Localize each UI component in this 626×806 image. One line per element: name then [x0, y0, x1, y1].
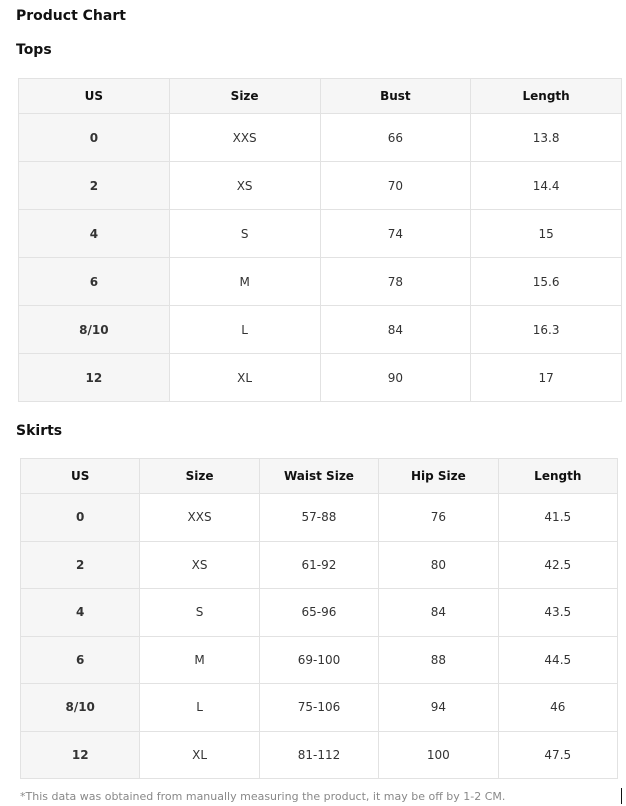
table-cell: 14.4 [471, 162, 622, 210]
table-row [21, 494, 618, 542]
table-row [19, 258, 622, 306]
table-row [21, 636, 618, 684]
tops-header-row [19, 79, 622, 114]
table-row [19, 114, 622, 162]
skirts-header-cell: Size [140, 459, 259, 494]
table-cell: 2 [21, 541, 140, 589]
tops-size-table [18, 78, 622, 402]
table-cell: 43.5 [498, 589, 617, 637]
table-cell: XS [169, 162, 320, 210]
table-cell: 8/10 [19, 306, 170, 354]
table-cell: XL [140, 731, 259, 779]
table-row [19, 306, 622, 354]
table-cell: 15.6 [471, 258, 622, 306]
table-cell: 4 [19, 210, 170, 258]
table-cell: M [169, 258, 320, 306]
table-cell: 8/10 [21, 684, 140, 732]
table-cell: 41.5 [498, 494, 617, 542]
table-cell: 81-112 [259, 731, 378, 779]
table-cell: 44.5 [498, 636, 617, 684]
table-row [19, 210, 622, 258]
text-cursor [621, 788, 622, 804]
skirts-header-cell: Waist Size [259, 459, 378, 494]
measurement-footnote: *This data was obtained from manually measuring the product, it may be off by 1-2 CM. [20, 790, 506, 803]
table-cell: 47.5 [498, 731, 617, 779]
table-cell: S [140, 589, 259, 637]
table-cell: XXS [140, 494, 259, 542]
table-cell: 94 [379, 684, 498, 732]
table-cell: 100 [379, 731, 498, 779]
table-cell: 4 [21, 589, 140, 637]
table-cell: L [140, 684, 259, 732]
skirts-size-table [20, 458, 618, 779]
table-cell: XL [169, 354, 320, 402]
tops-header-cell: Size [169, 79, 320, 114]
table-cell: 0 [19, 114, 170, 162]
skirts-header-cell: Length [498, 459, 617, 494]
table-cell: 84 [379, 589, 498, 637]
skirts-header-cell: US [21, 459, 140, 494]
table-cell: 57-88 [259, 494, 378, 542]
table-cell: 80 [379, 541, 498, 589]
table-row [21, 731, 618, 779]
table-cell: 0 [21, 494, 140, 542]
table-row [19, 162, 622, 210]
table-cell: 42.5 [498, 541, 617, 589]
table-cell: 70 [320, 162, 471, 210]
table-row [21, 541, 618, 589]
tops-header-cell: Bust [320, 79, 471, 114]
table-cell: 12 [21, 731, 140, 779]
table-cell: 78 [320, 258, 471, 306]
page-title: Product Chart [16, 8, 126, 24]
table-cell: XS [140, 541, 259, 589]
table-cell: 66 [320, 114, 471, 162]
table-cell: 65-96 [259, 589, 378, 637]
table-cell: 90 [320, 354, 471, 402]
table-cell: L [169, 306, 320, 354]
skirts-header-cell: Hip Size [379, 459, 498, 494]
table-cell: XXS [169, 114, 320, 162]
table-cell: 75-106 [259, 684, 378, 732]
table-row [21, 589, 618, 637]
table-cell: 69-100 [259, 636, 378, 684]
table-cell: 74 [320, 210, 471, 258]
table-cell: 17 [471, 354, 622, 402]
table-cell: 15 [471, 210, 622, 258]
table-cell: 88 [379, 636, 498, 684]
tops-section-heading: Tops [16, 42, 52, 58]
table-cell: 12 [19, 354, 170, 402]
table-cell: 6 [19, 258, 170, 306]
table-cell: 84 [320, 306, 471, 354]
skirts-section-heading: Skirts [16, 423, 63, 439]
table-cell: S [169, 210, 320, 258]
table-cell: 6 [21, 636, 140, 684]
tops-header-cell: Length [471, 79, 622, 114]
table-cell: 76 [379, 494, 498, 542]
table-cell: 13.8 [471, 114, 622, 162]
skirts-header-row [21, 459, 618, 494]
table-row [21, 684, 618, 732]
table-cell: M [140, 636, 259, 684]
table-row [19, 354, 622, 402]
table-cell: 61-92 [259, 541, 378, 589]
table-cell: 46 [498, 684, 617, 732]
table-cell: 16.3 [471, 306, 622, 354]
tops-header-cell: US [19, 79, 170, 114]
table-cell: 2 [19, 162, 170, 210]
